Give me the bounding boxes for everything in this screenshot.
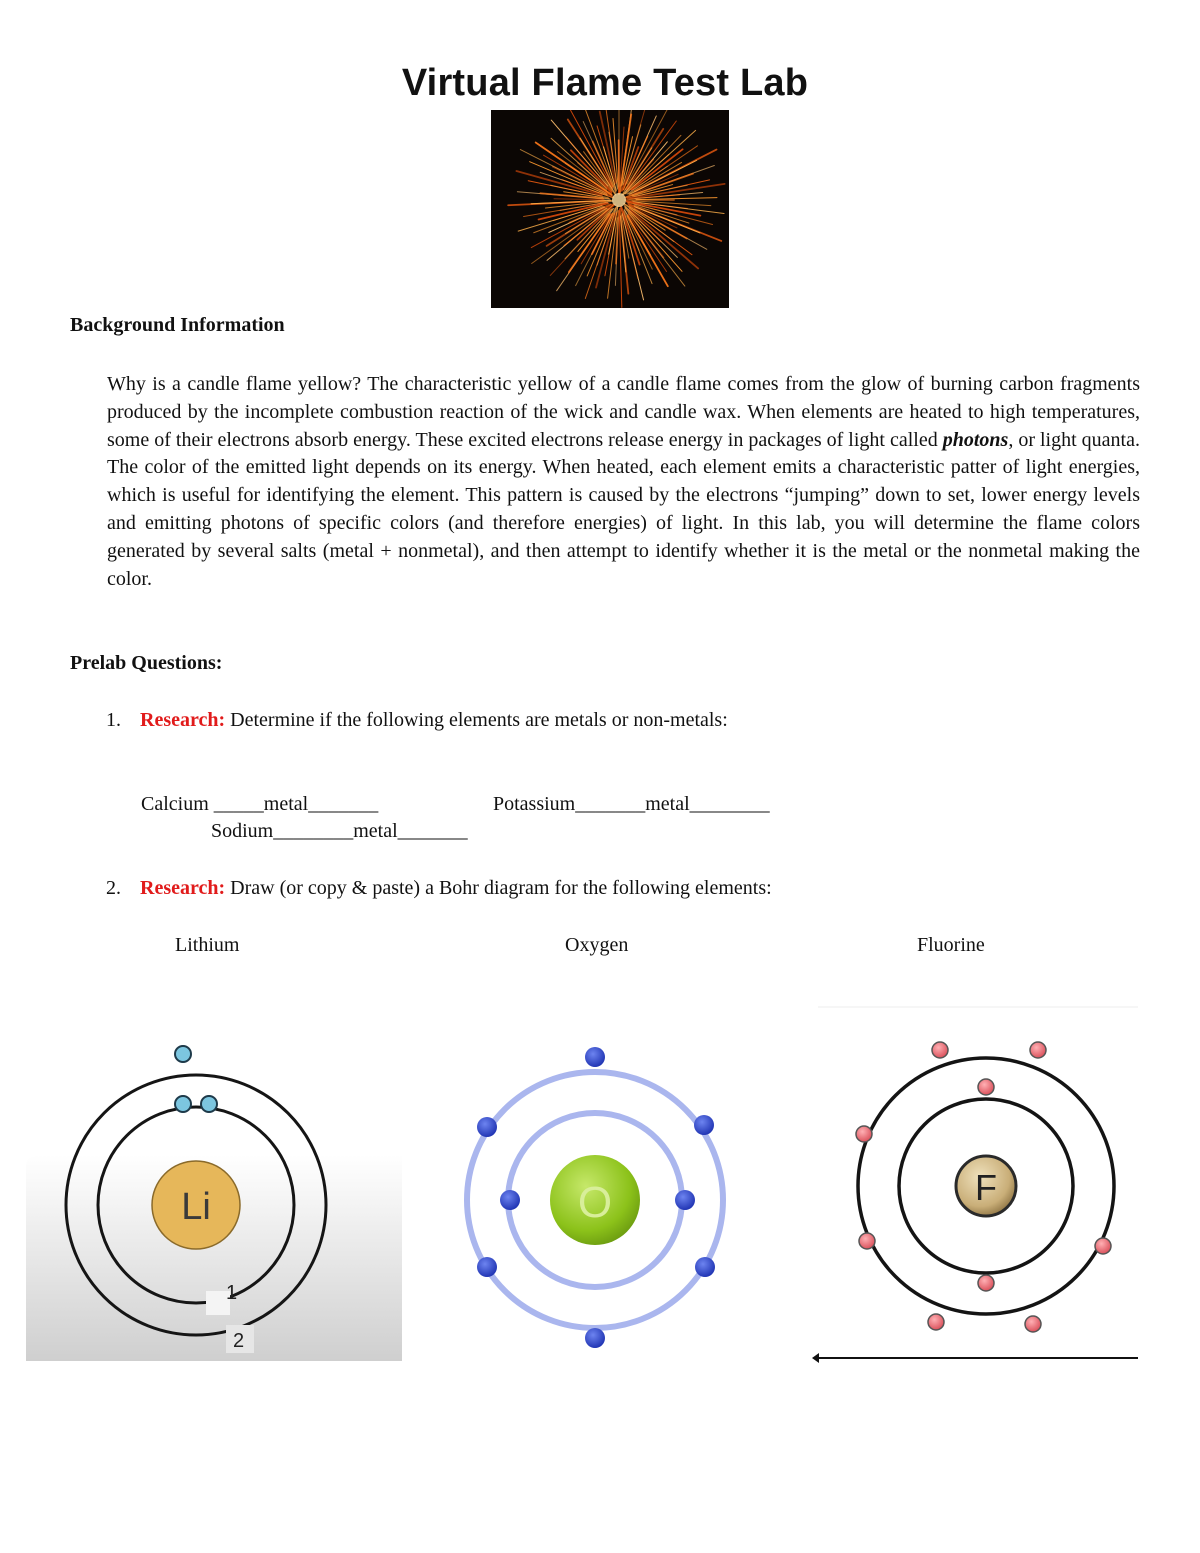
electron — [175, 1046, 191, 1062]
shell-label-2: 2 — [233, 1330, 245, 1352]
prelab-heading: Prelab Questions: — [70, 652, 223, 674]
shell-label-1: 1 — [226, 1282, 238, 1304]
fluorine-symbol: F — [975, 1167, 997, 1208]
electron — [1030, 1042, 1046, 1058]
calcium-answer[interactable]: Calcium _____metal_______ — [141, 793, 379, 815]
electron — [585, 1328, 605, 1348]
electron — [500, 1190, 520, 1210]
oxygen-bohr-diagram — [450, 1035, 750, 1365]
label-oxygen: Oxygen — [565, 934, 629, 956]
electron — [477, 1257, 497, 1277]
electron — [477, 1117, 497, 1137]
research-label: Research: — [140, 709, 226, 731]
sodium-answer[interactable]: Sodium________metal_______ — [211, 820, 468, 842]
label-fluorine: Fluorine — [917, 934, 985, 956]
electron — [859, 1233, 875, 1249]
electron — [201, 1096, 217, 1112]
background-heading: Background Information — [70, 314, 285, 336]
research-label: Research: — [140, 877, 226, 899]
electron — [1095, 1238, 1111, 1254]
photons-term: photons — [942, 428, 1009, 451]
oxygen-symbol: O — [577, 1178, 613, 1227]
question-2: 2. Research: Draw (or copy & paste) a Bohr diagram for the following elements: — [106, 877, 772, 899]
question-1: 1. Research: Determine if the following elements are metals or non-metals: — [106, 709, 728, 731]
background-paragraph: Why is a candle flame yellow? The characteristic yellow of a candle flame comes from the glow of burning carbon fragments produced by the incomplete combustion reaction of the wick and candle wax. When elements are heated to high temperatures, some of their electrons absorb energy. These excited electrons release energy in packages of light called photons, or light quanta. The color of the emitted light depends on its energy. When heated, each element emits a characteristic patter of light energies, which is useful for identifying the element. This pattern is caused by the electrons “jumping” down to set, lower energy levels and emitting photons of specific colors (and therefore energies) of light. In this lab, you will determine the flame colors generated by several salts (metal + nonmetal), and then attempt to identify whether it is the metal or the nonmetal making the color. — [107, 373, 1140, 590]
electron — [175, 1096, 191, 1112]
electron — [978, 1079, 994, 1095]
firework-image — [491, 110, 729, 308]
lithium-symbol: Li — [181, 1186, 211, 1228]
potassium-answer[interactable]: Potassium_______metal________ — [493, 793, 770, 815]
electron — [978, 1275, 994, 1291]
electron — [695, 1257, 715, 1277]
electron — [694, 1115, 714, 1135]
lithium-bohr-diagram — [26, 1035, 402, 1361]
fluorine-bohr-diagram — [810, 1003, 1142, 1365]
electron — [856, 1126, 872, 1142]
label-lithium: Lithium — [175, 934, 240, 956]
electron — [585, 1047, 605, 1067]
page-title: Virtual Flame Test Lab — [401, 62, 809, 104]
electron — [932, 1042, 948, 1058]
electron — [675, 1190, 695, 1210]
electron — [1025, 1316, 1041, 1332]
electron — [928, 1314, 944, 1330]
